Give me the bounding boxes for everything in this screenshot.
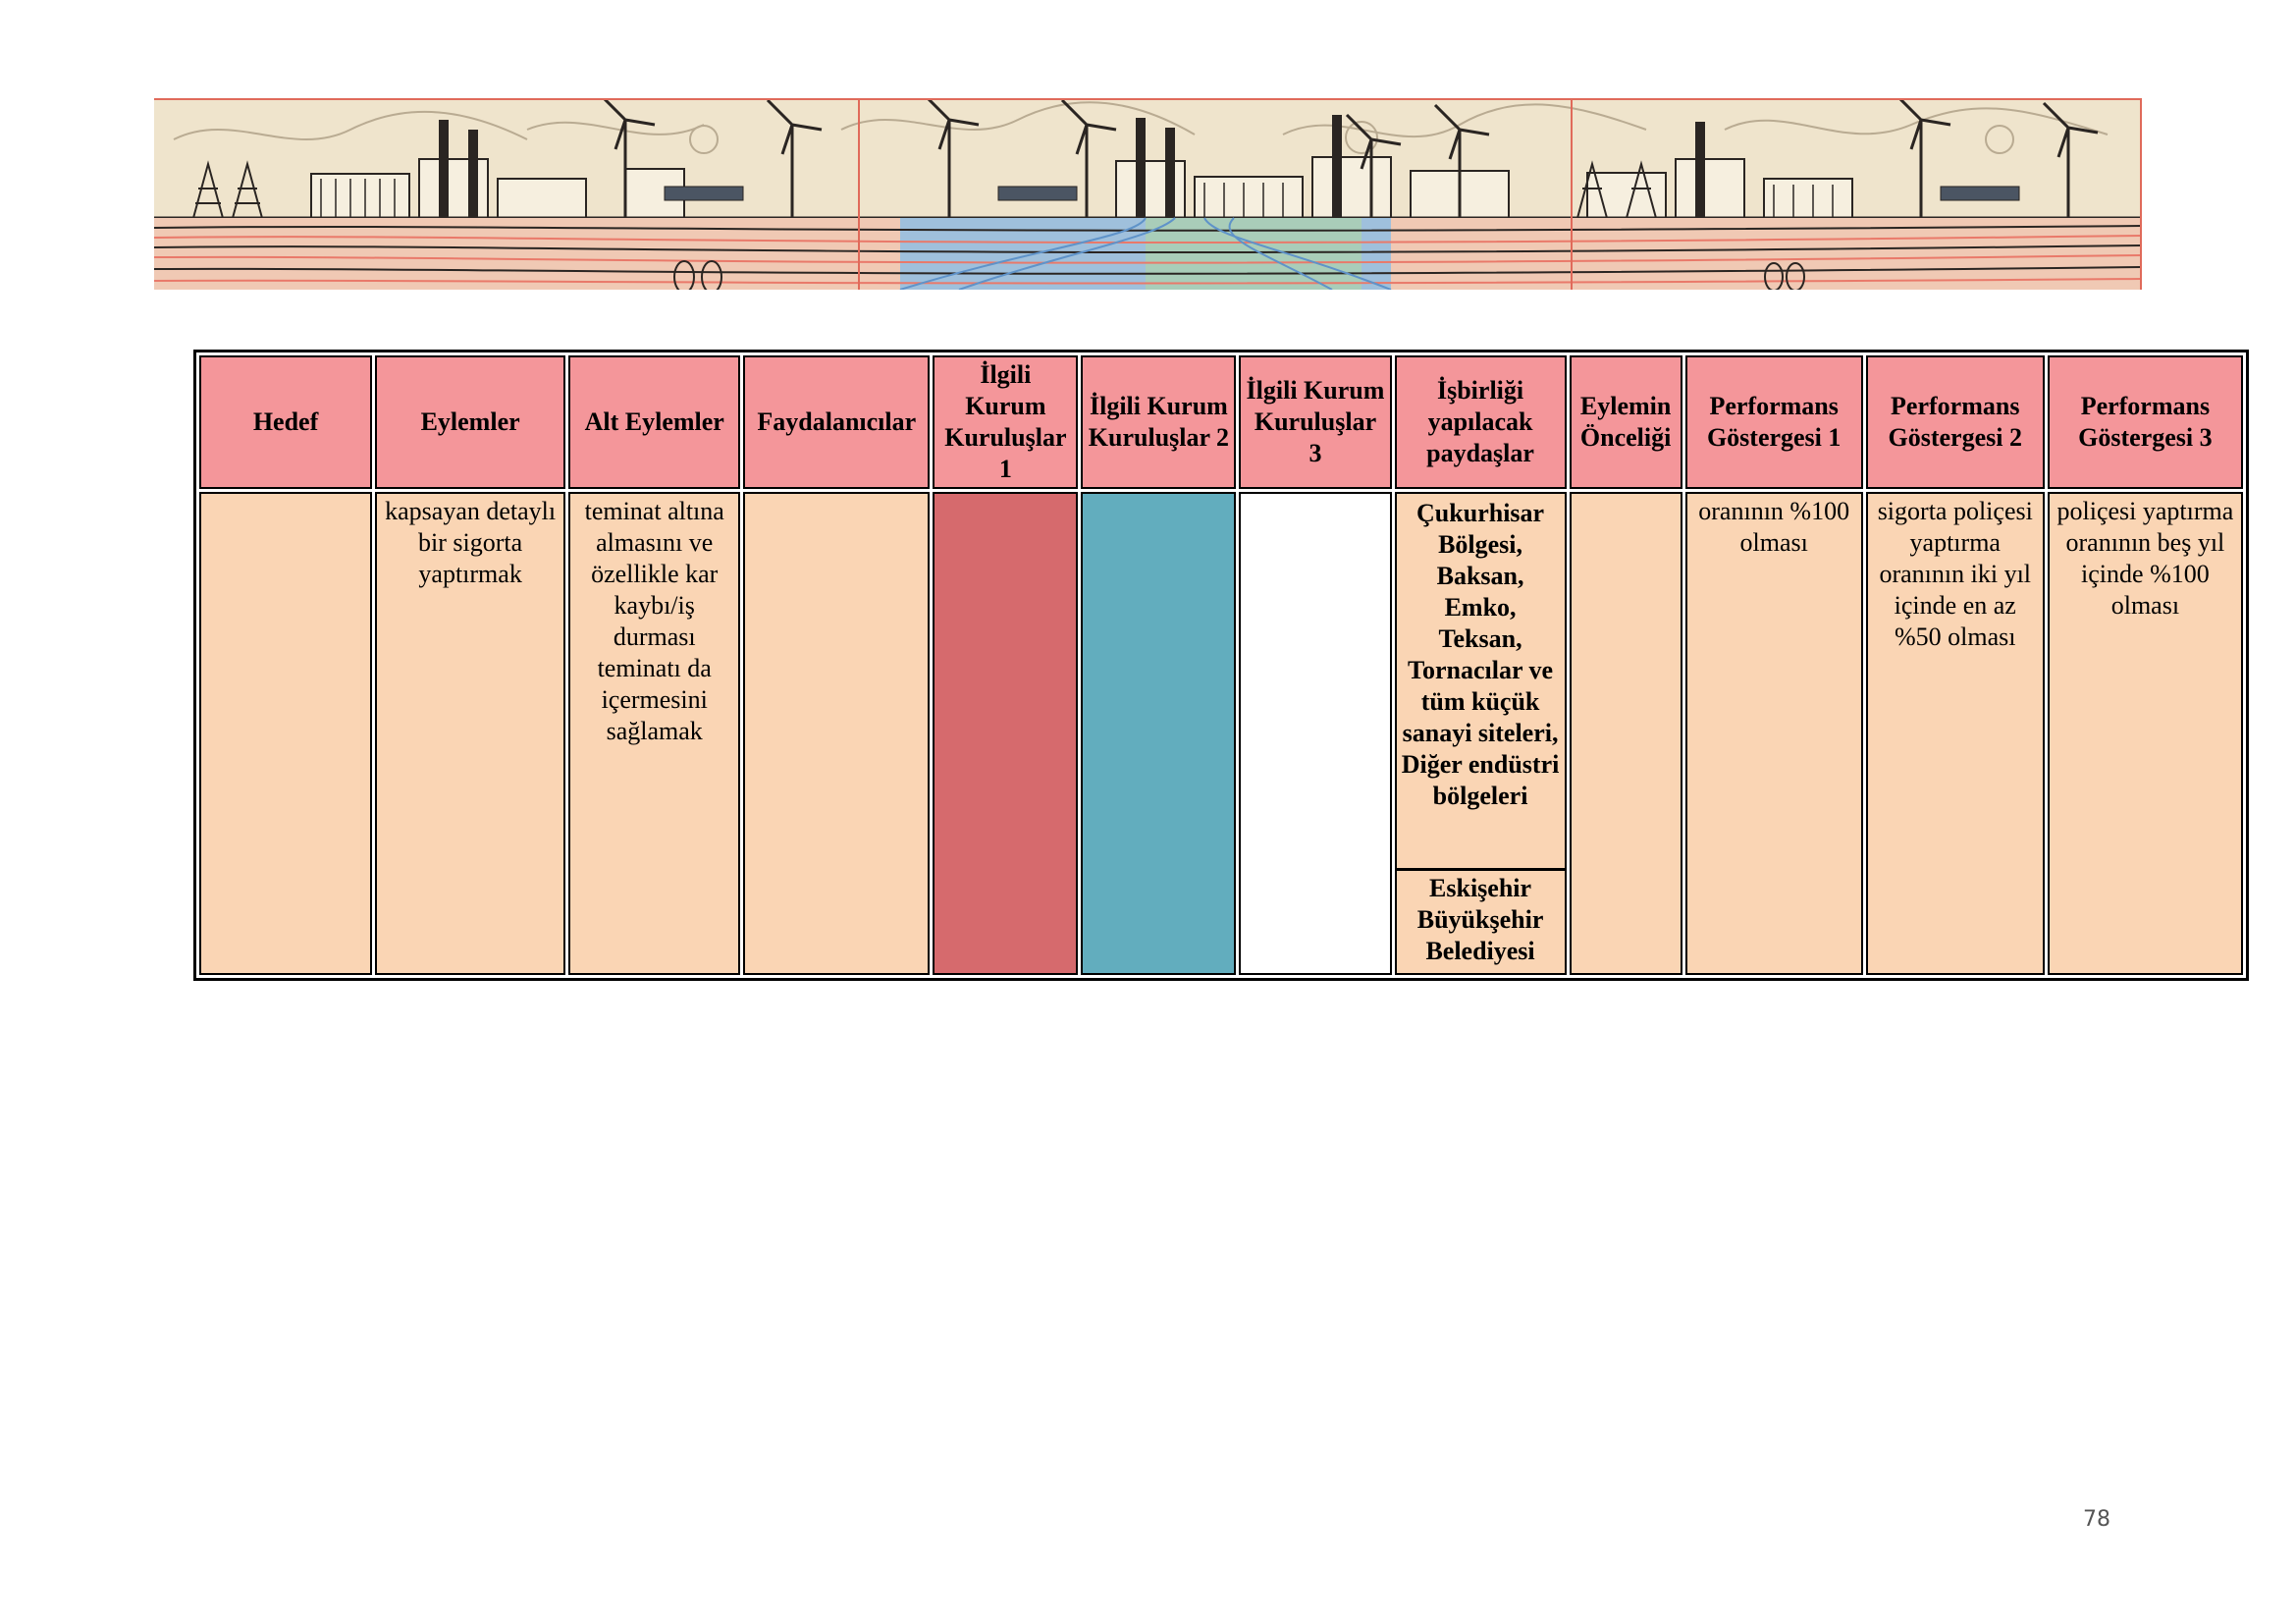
table-row [199,492,2243,975]
industrial-landscape-illustration-icon [154,100,2142,290]
cell-kurum-3 [1239,492,1391,975]
header-kurum-2: İlgili Kurum Kuruluşlar 2 [1081,355,1236,489]
cell-paydaslar [1395,492,1567,975]
cell-performans-2: sigorta poliçesi yaptırma oranının iki yıl içinde en az %50 olması [1866,492,2045,975]
industrial-landscape-banner [154,98,2142,290]
cell-performans-1: oranının %100 olması [1685,492,1863,975]
cell-faydalanicilar [743,492,930,975]
header-hedef: Hedef [199,355,372,489]
header-kurum-1: İlgili Kurum Kuruluşlar 1 [933,355,1078,489]
cell-eylemler: kapsayan detaylı bir sigorta yaptırmak [375,492,565,975]
header-performans-3: Performans Göstergesi 3 [2048,355,2243,489]
action-plan-table [193,350,2249,981]
header-kurum-3: İlgili Kurum Kuruluşlar 3 [1239,355,1391,489]
cell-oncelik [1570,492,1682,975]
header-oncelik: Eylemin Önceliği [1570,355,1682,489]
header-alt-eylemler: Alt Eylemler [568,355,740,489]
page-number: 78 [2083,1507,2110,1532]
cell-hedef [199,492,372,975]
stakeholders-municipality: Eskişehir Büyükşehir Belediyesi [1397,868,1565,969]
cell-kurum-2 [1081,492,1236,975]
stakeholders-industrial-zones: Çukurhisar Bölgesi, Baksan, Emko, Teksan, Tornacılar ve tüm küçük sanayi siteleri, Diğer endüstri bölgeleri [1401,499,1560,810]
cell-performans-3: poliçesi yaptırma oranının beş yıl içinde %100 olması [2048,492,2243,975]
header-paydaslar: İşbirliği yapılacak paydaşlar [1395,355,1567,489]
cell-kurum-1 [933,492,1078,975]
header-faydalanicilar: Faydalanıcılar [743,355,930,489]
header-performans-2: Performans Göstergesi 2 [1866,355,2045,489]
stakeholders-stack [1397,494,1565,969]
action-plan-table-wrapper [193,350,2249,981]
header-performans-1: Performans Göstergesi 1 [1685,355,1863,489]
cell-alt-eylemler: teminat altına almasını ve özellikle kar kaybı/iş durması teminatı da içermesini sağlamak [568,492,740,975]
table-header-row [199,355,2243,489]
header-eylemler: Eylemler [375,355,565,489]
